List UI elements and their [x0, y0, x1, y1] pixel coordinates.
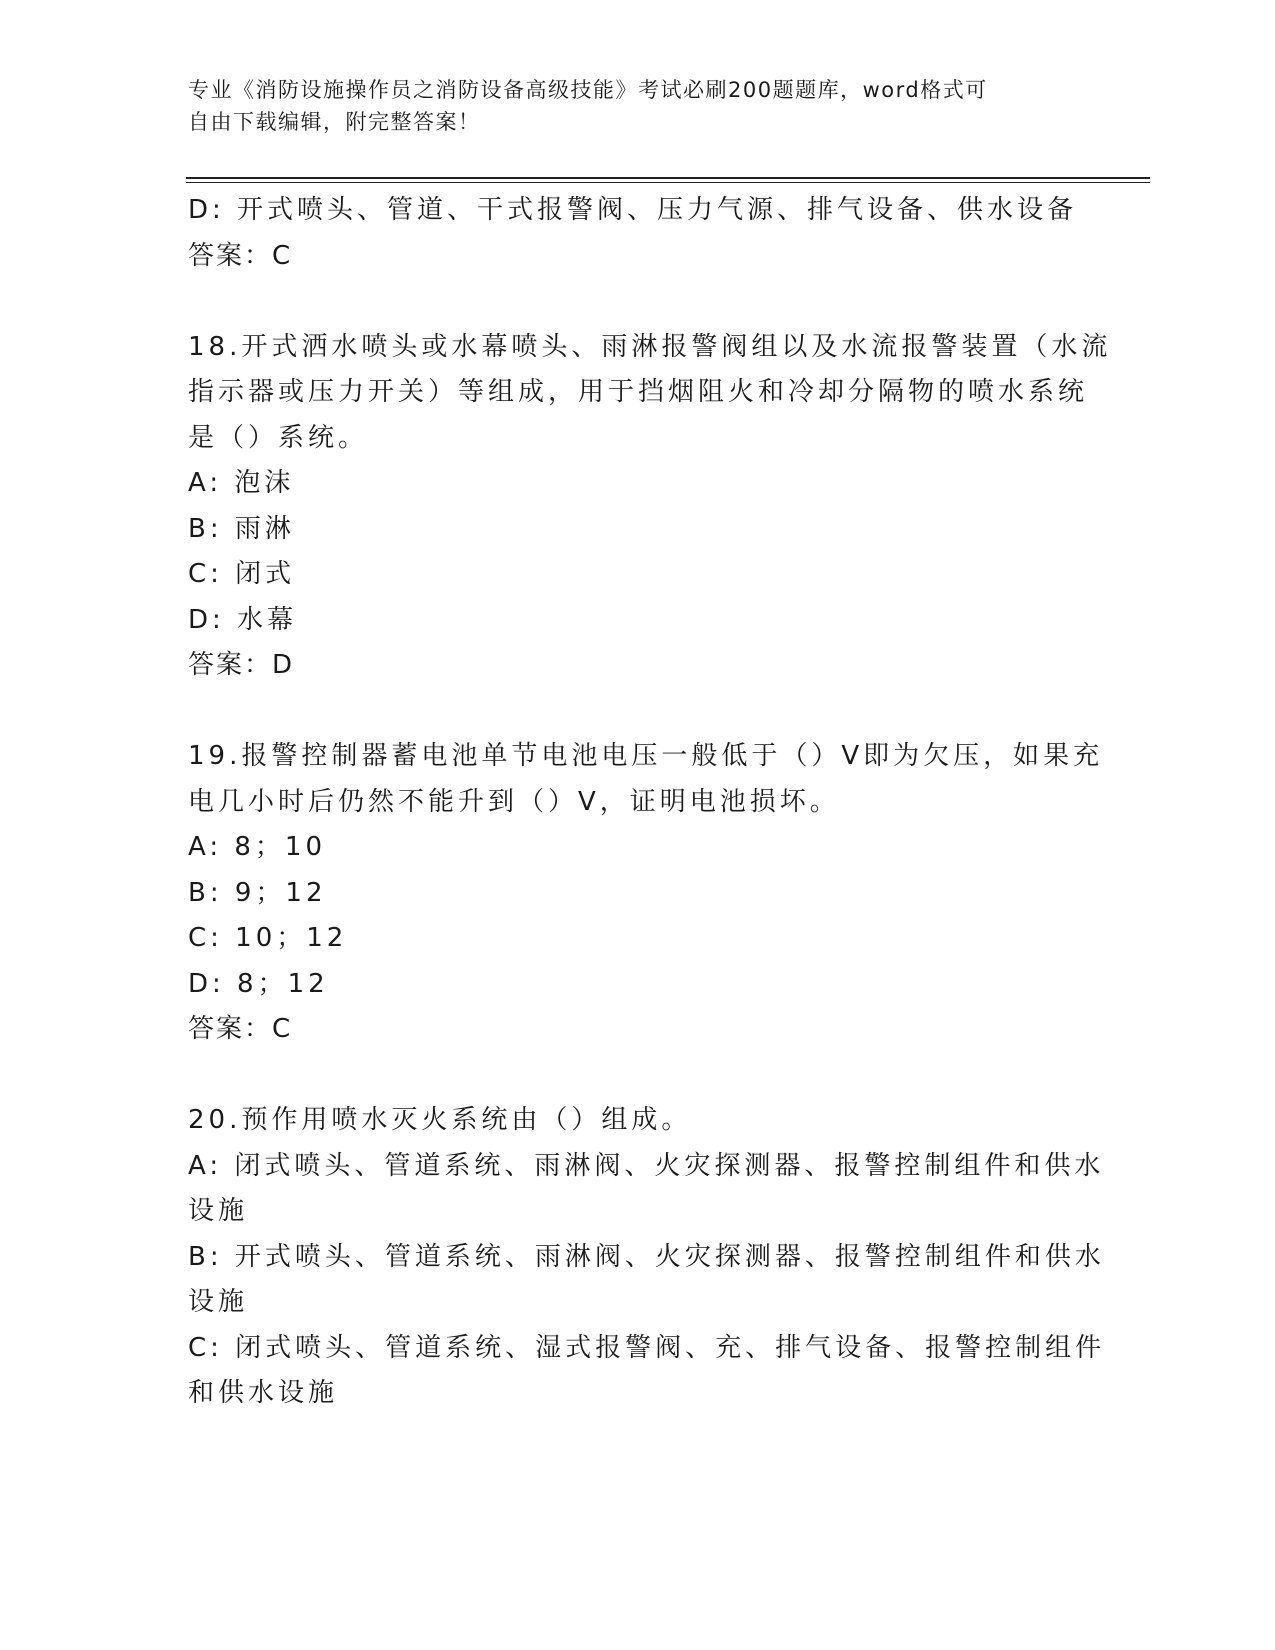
- option-d: D: 8；12: [188, 968, 329, 999]
- option-b: B: 9；12: [188, 877, 327, 908]
- answer-line: 答案：C: [188, 1014, 293, 1044]
- question-spacer: [188, 279, 1088, 325]
- option-c: C: 10；12: [188, 923, 348, 953]
- question-stem-line: 20.预作用喷水灭火系统由（）组成。: [188, 1105, 692, 1135]
- question-stem-line: 是（）系统。: [188, 422, 369, 453]
- question-stem-line: 电几小时后仍然不能升到（）V，证明电池损坏。: [188, 786, 840, 817]
- option-d: D: 水幕: [188, 604, 298, 635]
- option-a-continued: 设施: [188, 1196, 249, 1226]
- question-spacer: [188, 1053, 1088, 1099]
- question-list: [188, 188, 1112, 1417]
- question-stem-line: 18.开式洒水喷头或水幕喷头、雨淋报警阀组以及水流报警装置（水流: [188, 331, 1112, 362]
- question-stem-line: 19.报警控制器蓄电池单节电池电压一般低于（）V即为欠压，如果充: [188, 741, 1104, 771]
- question-19: [188, 734, 1104, 1053]
- header-title-line-1: 专业《消防设施操作员之消防设备高级技能》考试必刷200题题库，word格式可: [188, 78, 988, 102]
- option-a: A: 8；10: [188, 832, 326, 862]
- option-a: A: 泡沫: [188, 468, 295, 498]
- option-c-continued: 和供水设施: [188, 1378, 339, 1408]
- question-17-tail: [188, 188, 1088, 279]
- question-spacer: [188, 689, 1088, 735]
- header-title-line-2: 自由下载编辑，附完整答案！: [188, 110, 481, 134]
- option-c: C: 闭式: [188, 559, 296, 589]
- option-d: D: 开式喷头、管道、干式报警阀、压力气源、排气设备、供水设备: [188, 195, 1078, 225]
- header-rule-thin: [186, 182, 1150, 183]
- answer-line: 答案：D: [188, 650, 295, 680]
- header-rule-thick: [186, 177, 1150, 179]
- page-header: [188, 74, 1068, 138]
- option-b-continued: 设施: [188, 1287, 249, 1317]
- option-a: A: 闭式喷头、管道系统、雨淋阀、火灾探测器、报警控制组件和供水: [188, 1150, 1105, 1181]
- question-18: [188, 325, 1112, 689]
- question-stem-line: 指示器或压力开关）等组成，用于挡烟阻火和冷却分隔物的喷水系统: [188, 377, 1089, 407]
- question-20: [188, 1098, 1106, 1417]
- option-b: B: 雨淋: [188, 513, 295, 544]
- answer-line: 答案：C: [188, 240, 293, 271]
- option-b: B: 开式喷头、管道系统、雨淋阀、火灾探测器、报警控制组件和供水: [188, 1241, 1105, 1272]
- option-c: C: 闭式喷头、管道系统、湿式报警阀、充、排气设备、报警控制组件: [188, 1332, 1106, 1363]
